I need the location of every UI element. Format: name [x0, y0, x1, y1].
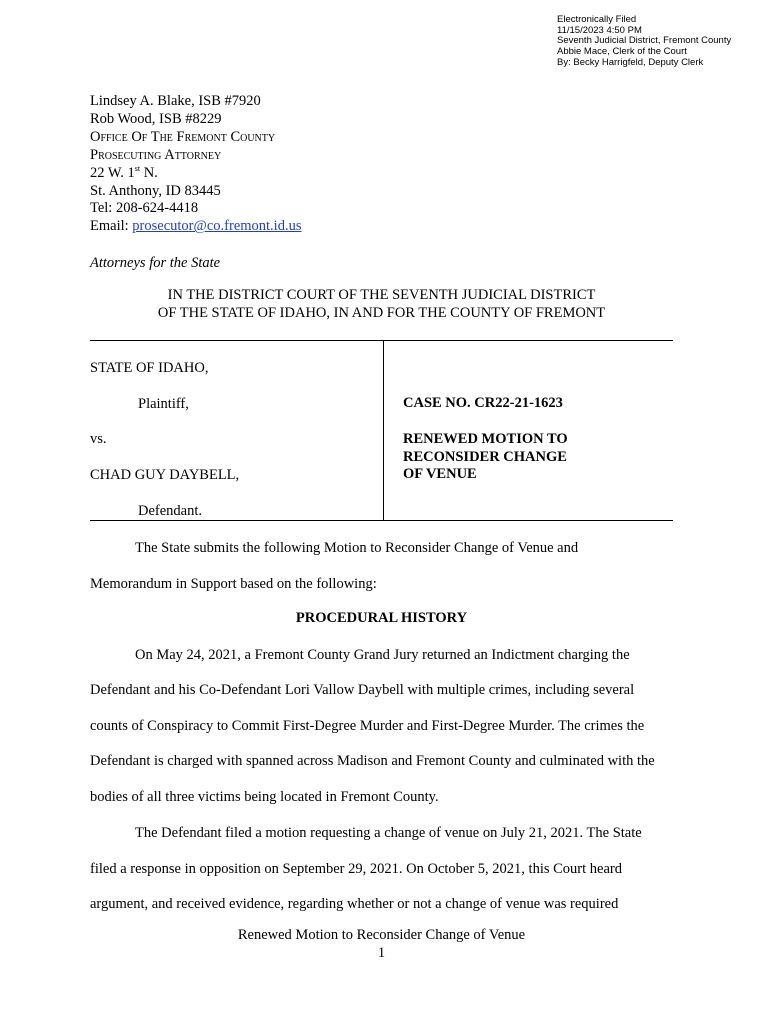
email-line	[90, 218, 301, 236]
motion-title-line: RECONSIDER CHANGE	[403, 448, 567, 465]
court-heading-line2: OF THE STATE OF IDAHO, IN AND FOR THE COUNTY OF FREMONT	[157, 305, 606, 321]
section-heading: PROCEDURAL HISTORY	[295, 610, 468, 626]
page-number: 1	[377, 945, 386, 961]
case-number: CASE NO. CR22-21-1623	[403, 395, 563, 411]
address-superscript: st	[134, 163, 141, 173]
stamp-line: Electronically Filed	[557, 14, 637, 25]
paragraph-line: The Defendant filed a motion requesting a change of venue on July 21, 2021. The State	[135, 825, 642, 841]
paragraph-line: counts of Conspiracy to Commit First-Degree Murder and First-Degree Murder. The crimes the	[90, 718, 645, 734]
counsel-block	[90, 93, 301, 236]
paragraph-line: argument, and received evidence, regarding whether or not a change of venue was required	[90, 896, 619, 912]
office-line: Office Of The Fremont County	[90, 128, 276, 145]
address-line	[90, 165, 301, 183]
defendant-role: Defendant.	[138, 503, 203, 519]
address-prefix: 22 W. 1	[90, 164, 135, 181]
stamp-line: Seventh Judicial District, Fremont County	[557, 35, 732, 47]
stamp-line: By: Becky Harrigfeld, Deputy Clerk	[557, 56, 704, 68]
motion-title-line: RENEWED MOTION TO	[403, 431, 568, 447]
stamp-line: Abbie Mace, Clerk of the Court	[557, 46, 687, 58]
email-link[interactable]: prosecutor@co.fremont.id.us	[132, 218, 302, 235]
intro-line: The State submits the following Motion to Reconsider Change of Venue and	[135, 540, 579, 556]
paragraph-line: bodies of all three victims being located in Fremont County.	[90, 789, 439, 805]
counsel-line: Rob Wood, ISB #8229	[90, 110, 222, 127]
plaintiff-role: Plaintiff,	[138, 396, 189, 412]
paragraph-line: Defendant is charged with spanned across Madison and Fremont County and culminated with the	[90, 753, 655, 769]
email-label: Email:	[90, 218, 133, 235]
stamp-line: 11/15/2023 4:50 PM	[557, 24, 642, 36]
plaintiff-name: STATE OF IDAHO,	[90, 360, 209, 376]
tel-line: Tel: 208-624-4418	[90, 200, 199, 217]
motion-title	[403, 431, 568, 484]
defendant-name: CHAD GUY DAYBELL,	[90, 467, 240, 483]
paragraph-line: On May 24, 2021, a Fremont County Grand Jury returned an Indictment charging the	[135, 647, 630, 663]
caption-top-rule	[90, 340, 673, 341]
caption-bottom-rule	[90, 520, 673, 521]
office-line: Prosecuting Attorney	[90, 146, 222, 163]
caption-divider	[383, 341, 384, 521]
attorneys-for-label: Attorneys for the State	[90, 255, 221, 271]
footer-title: Renewed Motion to Reconsider Change of Venue	[237, 927, 526, 943]
versus-label: vs.	[90, 431, 107, 447]
paragraph-line: Defendant and his Co-Defendant Lori Vallow Daybell with multiple crimes, including several	[90, 682, 635, 698]
court-heading-line1: IN THE DISTRICT COURT OF THE SEVENTH JUDICIAL DISTRICT	[167, 287, 596, 303]
city-line: St. Anthony, ID 83445	[90, 182, 221, 199]
filing-stamp	[557, 15, 731, 69]
motion-title-line: OF VENUE	[403, 466, 477, 483]
intro-line: Memorandum in Support based on the following:	[90, 576, 377, 592]
address-suffix: N.	[140, 164, 158, 181]
paragraph-line: filed a response in opposition on September 29, 2021. On October 5, 2021, this Court heard	[90, 861, 622, 877]
counsel-line: Lindsey A. Blake, ISB #7920	[90, 93, 261, 109]
